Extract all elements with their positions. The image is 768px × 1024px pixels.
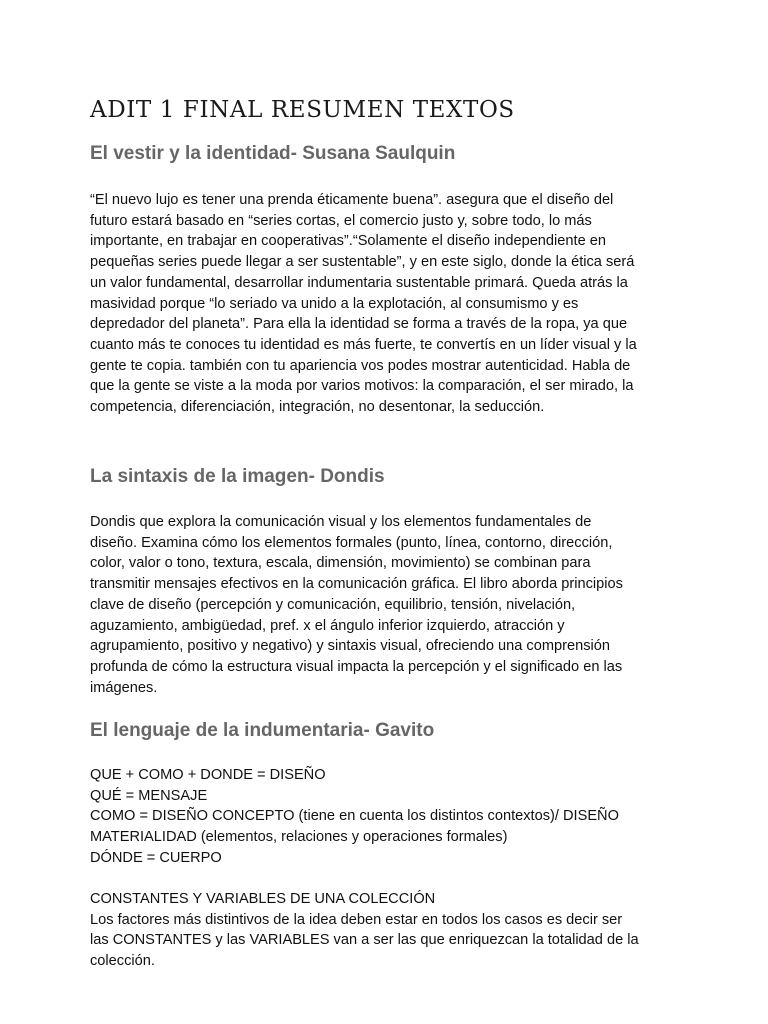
- section-body-dondis: [90, 512, 670, 698]
- section-heading-dondis: La sintaxis de la imagen- Dondis: [90, 466, 385, 487]
- text-line: transmitir mensajes efectivos en la comunicación gráfica. El libro aborda principios: [90, 576, 623, 593]
- section-body-gavito: [90, 765, 670, 869]
- document-title: ADIT 1 FINAL RESUMEN TEXTOS: [90, 97, 515, 123]
- text-line: QUE + COMO + DONDE = DISEÑO: [90, 767, 326, 783]
- text-line: Dondis que explora la comunicación visual y los elementos fundamentales de: [90, 514, 592, 530]
- text-line: color, valor o tono, textura, escala, dimensión, movimiento) se combinan para: [90, 555, 591, 572]
- subsection-constantes-variables: [90, 889, 670, 972]
- text-line: COMO = DISEÑO CONCEPTO (tiene en cuenta los distintos contextos)/ DISEÑO: [90, 808, 619, 825]
- text-line: agrupamiento, positivo y negativo) y sintaxis visual, ofreciendo una comprensión: [90, 638, 610, 655]
- section-body-saulquin: [90, 190, 670, 418]
- text-line: clave de diseño (percepción y comunicación, equilibrio, tensión, nivelación,: [90, 596, 576, 613]
- text-line: MATERIALIDAD (elementos, relaciones y operaciones formales): [90, 829, 508, 846]
- text-line: imágenes.: [90, 679, 158, 696]
- text-line: importante, en trabajar en cooperativas”.“Solamente el diseño independiente en: [90, 233, 606, 250]
- text-line: aguzamiento, ambigüedad, pref. x el ángulo inferior izquierdo, atracción y: [90, 617, 565, 634]
- text-line: competencia, diferenciación, integración, no desentonar, la seducción.: [90, 399, 545, 416]
- text-line: masividad porque “lo seriado va unido a la explotación, al consumismo y es: [90, 295, 579, 312]
- text-line: un valor fundamental, desarrollar indumentaria sustentable primará. Queda atrás la: [90, 274, 628, 291]
- text-line: que la gente se viste a la moda por varios motivos: la comparación, el ser mirado, la: [90, 378, 634, 395]
- text-line: gente te copia. también con tu apariencia vos podes mostrar autenticidad. Habla de: [90, 357, 631, 374]
- text-line: las CONSTANTES y las VARIABLES van a ser las que enriquezcan la totalidad de la: [90, 932, 639, 949]
- text-line: Los factores más distintivos de la idea deben estar en todos los casos es decir ser: [90, 911, 623, 928]
- section-heading-gavito: El lenguaje de la indumentaria- Gavito: [90, 720, 435, 741]
- text-line: DÓNDE = CUERPO: [90, 849, 222, 866]
- text-line: “El nuevo lujo es tener una prenda éticamente buena”. asegura que el diseño del: [90, 192, 614, 208]
- text-line: profunda de cómo la estructura visual impacta la percepción y el significado en las: [90, 658, 623, 675]
- subsection-heading: CONSTANTES Y VARIABLES DE UNA COLECCIÓN: [90, 891, 436, 907]
- section-heading-saulquin: El vestir y la identidad- Susana Saulquin: [90, 143, 456, 164]
- text-line: QUÉ = MENSAJE: [90, 787, 208, 804]
- text-line: depredador del planeta”. Para ella la identidad se forma a través de la ropa, ya que: [90, 316, 628, 333]
- text-line: colección.: [90, 953, 155, 970]
- text-line: diseño. Examina cómo los elementos formales (punto, línea, contorno, dirección,: [90, 534, 613, 551]
- text-line: futuro estará basado en “series cortas, el comercio justo y, sobre todo, lo más: [90, 212, 592, 229]
- text-line: cuanto más te conoces tu identidad es más fuerte, te convertís en un líder visual y la: [90, 336, 637, 353]
- text-line: pequeñas series puede llegar a ser sustentable”, y en este siglo, donde la ética será: [90, 254, 635, 271]
